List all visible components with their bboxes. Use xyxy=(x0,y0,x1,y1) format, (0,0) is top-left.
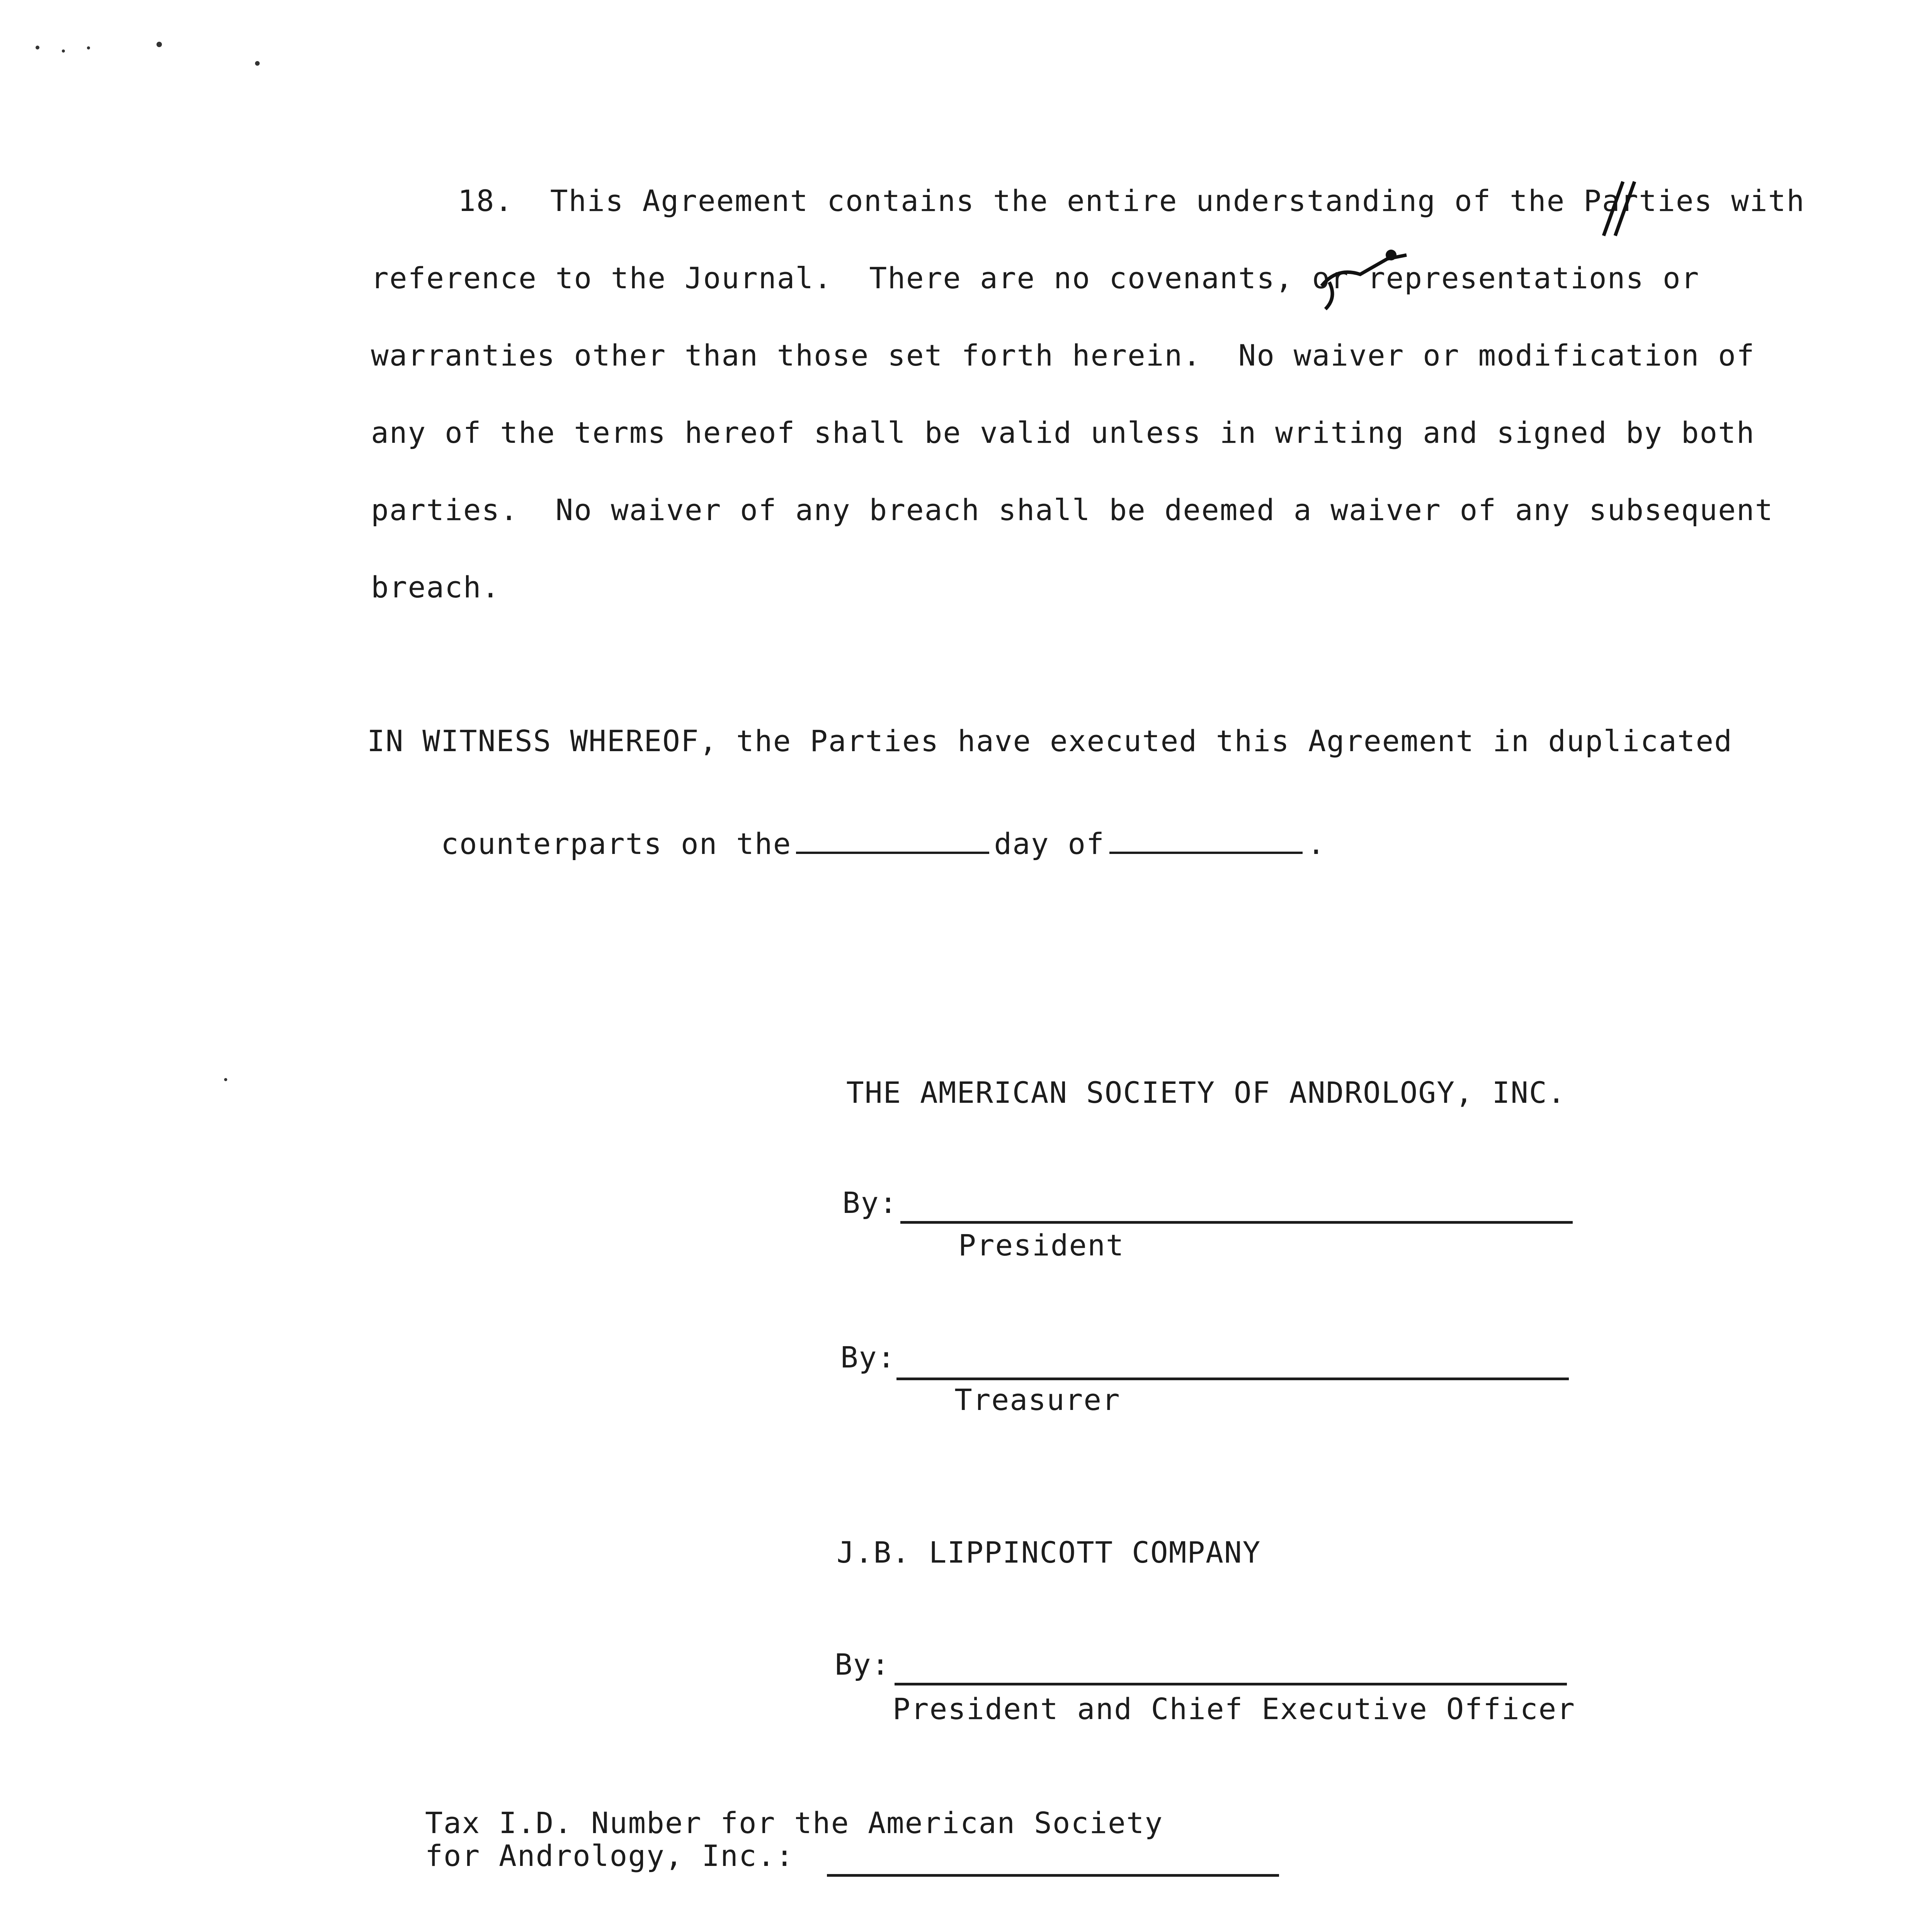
paragraph-line: breach. xyxy=(371,570,500,604)
scan-speck xyxy=(36,46,39,49)
paragraph-line: any of the terms hereof shall be valid unless in writing and signed by both xyxy=(371,415,1755,450)
witness-day-of-text: day of xyxy=(994,827,1105,861)
president-signature-line xyxy=(900,1221,1573,1224)
ceo-signature-line xyxy=(895,1683,1567,1685)
by-label: By: xyxy=(842,1185,898,1220)
by-label: By: xyxy=(840,1340,896,1374)
scan-speck xyxy=(62,49,65,53)
paragraph-line: parties. No waiver of any breach shall be deemed a waiver of any subsequent xyxy=(371,493,1774,527)
tax-id-line-1: Tax I.D. Number for the American Society xyxy=(425,1806,1163,1840)
scan-speck xyxy=(87,46,90,49)
paragraph-line: warranties other than those set forth herein. No waiver or modification of xyxy=(371,338,1755,372)
tax-id-line-2: for Andrology, Inc.: xyxy=(425,1838,794,1873)
day-blank xyxy=(796,852,989,854)
scan-speck xyxy=(255,61,260,66)
by-label: By: xyxy=(835,1647,890,1682)
company-name: J.B. LIPPINCOTT COMPANY xyxy=(837,1535,1261,1570)
handwritten-strike-mark xyxy=(1314,243,1414,313)
witness-line-1: IN WITNESS WHEREOF, the Parties have executed this Agreement in duplicated xyxy=(367,724,1733,758)
society-name: THE AMERICAN SOCIETY OF ANDROLOGY, INC. xyxy=(846,1075,1566,1110)
ceo-title: President and Chief Executive Officer xyxy=(893,1692,1575,1726)
tax-id-blank-line xyxy=(827,1874,1279,1877)
treasurer-title: Treasurer xyxy=(954,1383,1121,1417)
paragraph-line: 18. This Agreement contains the entire understanding of the Parties with xyxy=(458,184,1805,218)
witness-counterparts-text: counterparts on the xyxy=(441,827,792,861)
president-title: President xyxy=(958,1228,1124,1262)
witness-period: . xyxy=(1307,827,1326,861)
handwritten-capital-mark xyxy=(1596,178,1642,240)
scan-speck xyxy=(156,42,162,47)
witness-line-2 xyxy=(367,800,1326,888)
paragraph-line: reference to the Journal. There are no covenants, or representations or xyxy=(371,261,1700,295)
scan-speck xyxy=(224,1078,227,1081)
month-blank xyxy=(1109,852,1303,854)
treasurer-signature-line xyxy=(896,1378,1569,1380)
